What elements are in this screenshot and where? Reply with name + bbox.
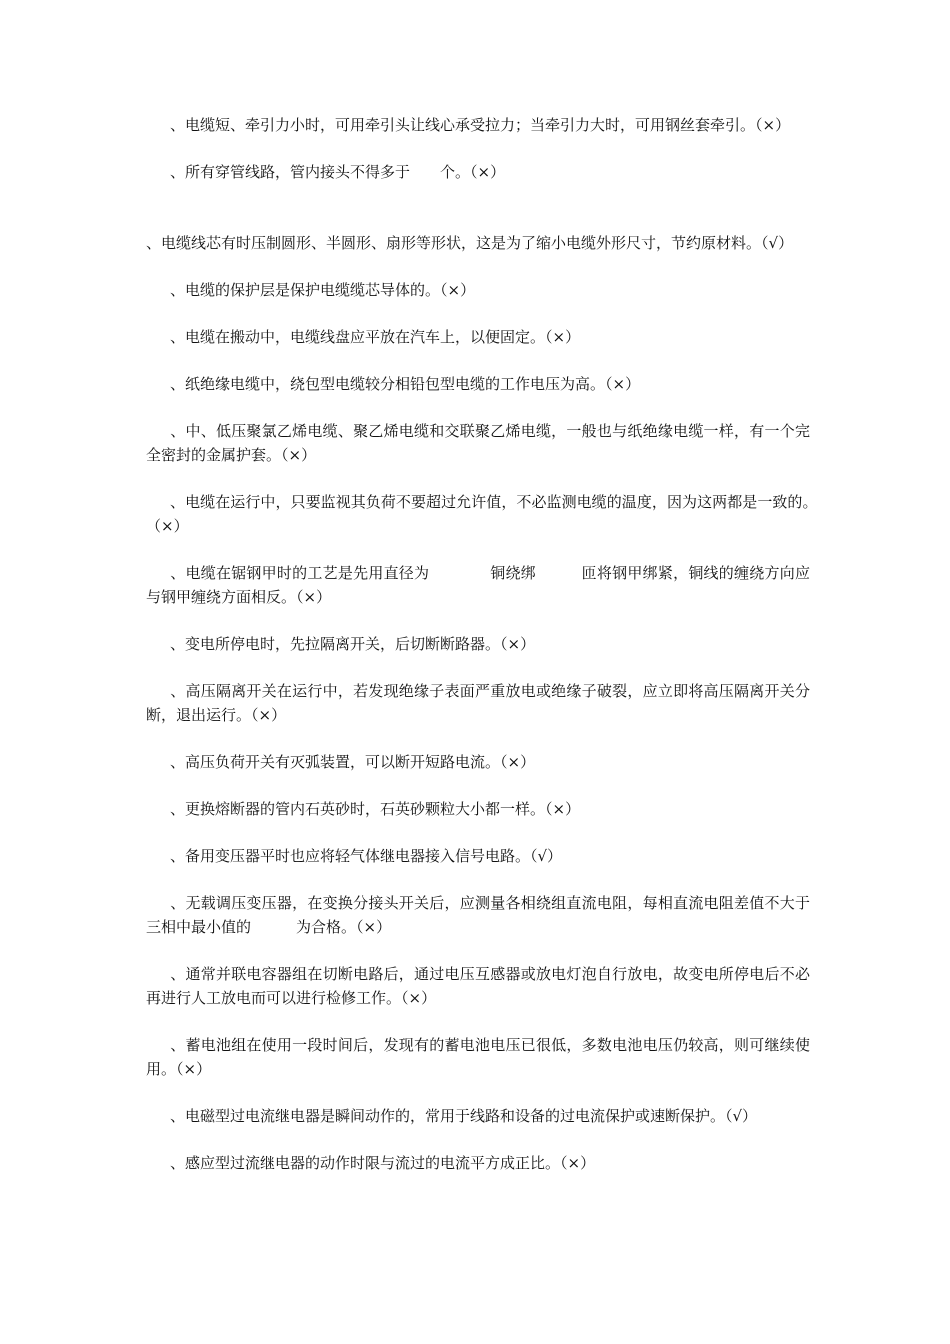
- question-4: [146, 278, 810, 302]
- question-3: [146, 207, 810, 255]
- question-5-text: 、电缆在搬动中，电缆线盘应平放在汽车上，以便固定。（×）: [170, 328, 581, 346]
- question-5: [146, 325, 810, 349]
- question-14: [146, 844, 810, 868]
- question-11-text: 、高压隔离开关在运行中，若发现绝缘子表面严重放电或绝缘子破裂，应立即将高压隔离开关分断，退出运行。（×）: [146, 682, 810, 724]
- question-2: [146, 160, 810, 184]
- question-2-text: 、所有穿管线路，管内接头不得多于 个。（×）: [170, 163, 506, 181]
- question-4-text: 、电缆的保护层是保护电缆缆芯导体的。（×）: [170, 281, 476, 299]
- question-15: [146, 891, 810, 939]
- question-13: [146, 797, 810, 821]
- question-8: [146, 490, 871, 538]
- question-15-text: 、无载调压变压器，在变换分接头开关后，应测量各相绕组直流电阻，每相直流电阻差值不大于三相中最小值的 为合格。（×）: [146, 894, 810, 936]
- question-13-text: 、更换熔断器的管内石英砂时，石英砂颗粒大小都一样。（×）: [170, 800, 581, 818]
- question-8-text: 、电缆在运行中，只要监视其负荷不要超过允许值，不必监测电缆的温度，因为这两都是一致的。 （×）: [146, 493, 871, 535]
- question-18: [146, 1104, 810, 1128]
- question-9: [146, 561, 810, 609]
- question-14-text: 、备用变压器平时也应将轻气体继电器接入信号电路。（√）: [170, 847, 563, 865]
- question-17: [146, 1033, 810, 1081]
- question-10: [146, 632, 810, 656]
- question-16-text: 、通常并联电容器组在切断电路后，通过电压互感器或放电灯泡自行放电，故变电所停电后不必再进行人工放电而可以进行检修工作。（×）: [146, 965, 810, 1007]
- question-3-text: 、电缆线芯有时压制圆形、半圆形、扇形等形状，这是为了缩小电缆外形尺寸，节约原材料。（√）: [146, 234, 794, 252]
- question-1-text: 、电缆短、牵引力小时，可用牵引头让线心承受拉力；当牵引力大时，可用钢丝套牵引。（×）: [170, 116, 791, 134]
- question-19: [146, 1151, 810, 1175]
- question-7-text: 、中、低压聚氯乙烯电缆、聚乙烯电缆和交联聚乙烯电缆，一般也与纸绝缘电缆一样，有一个完全密封的金属护套。（×）: [146, 422, 810, 464]
- question-18-text: 、电磁型过电流继电器是瞬间动作的，常用于线路和设备的过电流保护或速断保护。（√）: [170, 1107, 758, 1125]
- question-7: [146, 419, 810, 467]
- question-17-text: 、蓄电池组在使用一段时间后，发现有的蓄电池电压已很低，多数电池电压仍较高，则可继续使用。（×）: [146, 1036, 810, 1078]
- question-9-text: 、电缆在锯钢甲时的工艺是先用直径为 铜绕绑 匝将钢甲绑紧，铜线的缠绕方向应与钢甲缠绕方面相反。（×）: [146, 564, 810, 606]
- question-12: [146, 750, 810, 774]
- question-6-text: 、纸绝缘电缆中，绕包型电缆较分相铅包型电缆的工作电压为高。（×）: [170, 375, 641, 393]
- question-19-text: 、感应型过流继电器的动作时限与流过的电流平方成正比。（×）: [170, 1154, 596, 1172]
- question-11: [146, 679, 810, 727]
- document-page: [146, 113, 871, 1198]
- question-12-text: 、高压负荷开关有灭弧装置，可以断开短路电流。（×）: [170, 753, 536, 771]
- question-1: [146, 113, 810, 137]
- question-16: [146, 962, 810, 1010]
- question-6: [146, 372, 810, 396]
- question-10-text: 、变电所停电时，先拉隔离开关，后切断断路器。（×）: [170, 635, 536, 653]
